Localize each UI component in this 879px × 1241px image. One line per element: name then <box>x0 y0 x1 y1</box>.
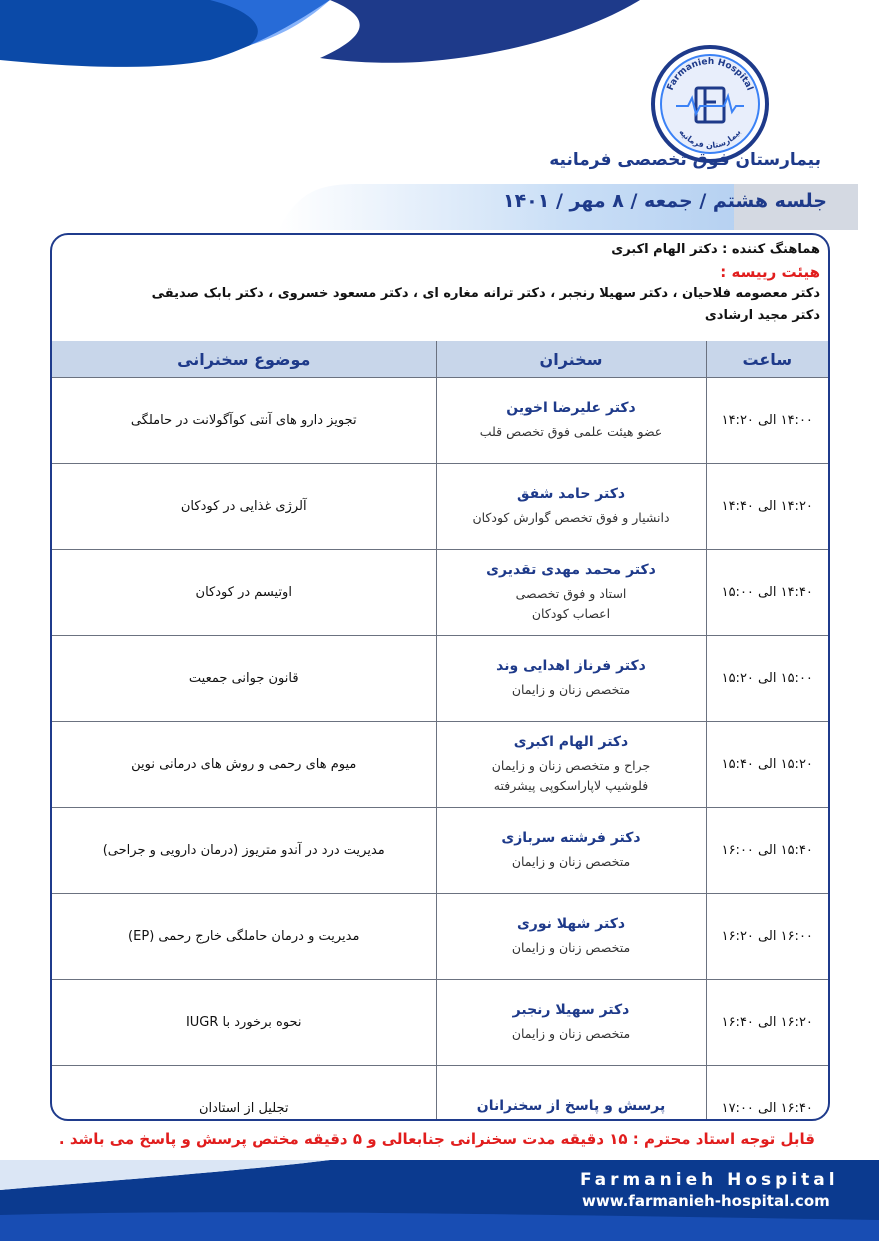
session-time: ۱۵:۲۰ الی ۱۵:۴۰ <box>706 722 828 808</box>
session-time: ۱۴:۲۰ الی ۱۴:۴۰ <box>706 464 828 550</box>
notice-text: قابل توجه استاد محترم : ۱۵ دقیقه مدت سخنرانی جنابعالی و ۵ دقیقه مختص پرسش و پاسخ می باشد . <box>58 1130 815 1148</box>
table-row <box>52 378 828 464</box>
speaker-title: اعصاب کودکان <box>531 605 611 621</box>
speaker-title: دانشیار و فوق تخصص گوارش کودکان <box>472 509 670 525</box>
lecture-topic: قانون جوانی جمعیت <box>52 636 436 722</box>
speaker-cell <box>436 464 706 550</box>
lecture-topic: مدیریت درد در آندو متریوز (درمان دارویی و جراحی) <box>52 808 436 894</box>
footer-hospital-name: Farmanieh Hospital <box>580 1170 839 1190</box>
speaker-title: فلوشیپ لاپاراسکوپی پیشرفته <box>493 777 649 793</box>
speaker-title: متخصص زنان و زایمان <box>511 939 631 955</box>
hospital-logo <box>650 44 770 164</box>
speaker-title: متخصص زنان و زایمان <box>511 681 631 697</box>
speaker-cell <box>436 1066 706 1122</box>
board-members-line-1: دکتر معصومه فلاحیان ، دکتر سهیلا رنجبر ، دکتر ترانه مغاره ای ، دکتر مسعود خسروی ، دکتر بابک صدیقی <box>151 286 820 301</box>
speaker-name: دکتر فرناز اهدایی وند <box>496 657 646 674</box>
table-row <box>52 894 828 980</box>
session-time: ۱۶:۲۰ الی ۱۶:۴۰ <box>706 980 828 1066</box>
table-row <box>52 464 828 550</box>
lecture-topic: نحوه برخورد با IUGR <box>52 980 436 1066</box>
logo-text-en: Farmanieh Hospital <box>665 56 755 93</box>
lecture-topic: آلرژی غذایی در کودکان <box>52 464 436 550</box>
session-time: ۱۵:۰۰ الی ۱۵:۲۰ <box>706 636 828 722</box>
speaker-name: دکتر شهلا نوری <box>516 915 626 932</box>
lecture-topic: تجلیل از استادان <box>52 1066 436 1122</box>
speaker-cell <box>436 378 706 464</box>
header-time: ساعت <box>706 341 828 378</box>
speaker-name: دکتر حامد شفق <box>516 485 626 502</box>
coordinator: هماهنگ کننده : دکتر الهام اکبری <box>611 242 820 257</box>
speaker-name: دکتر فرشته سربازی <box>501 829 641 846</box>
table-row <box>52 1066 828 1122</box>
speaker-name: دکتر سهیلا رنجبر <box>512 1001 630 1018</box>
table-row <box>52 980 828 1066</box>
board-members-line-2: دکتر مجید ارشادی <box>704 308 820 323</box>
footer-website-link[interactable]: www.farmanieh-hospital.com <box>582 1192 830 1210</box>
speaker-cell <box>436 894 706 980</box>
info-section <box>60 239 820 327</box>
session-time: ۱۴:۰۰ الی ۱۴:۲۰ <box>706 378 828 464</box>
lecture-topic: میوم های رحمی و روش های درمانی نوین <box>52 722 436 808</box>
session-title: جلسه هشتم / جمعه / ۸ مهر / ۱۴۰۱ <box>502 190 827 212</box>
speaker-title: عضو هیئت علمی فوق تخصص قلب <box>479 423 663 439</box>
speaker-title: متخصص زنان و زایمان <box>511 1025 631 1041</box>
lecture-topic: اوتیسم در کودکان <box>52 550 436 636</box>
program-box <box>50 233 830 1121</box>
hospital-name: بیمارستان فوق تخصصی فرمانیه <box>549 150 821 170</box>
table-row <box>52 550 828 636</box>
session-time: ۱۵:۴۰ الی ۱۶:۰۰ <box>706 808 828 894</box>
speaker-name: دکتر علیرضا اخوین <box>506 399 636 416</box>
speaker-cell <box>436 722 706 808</box>
logo-text-fa: بیمارستان فرمانیه <box>677 127 743 151</box>
session-time: ۱۶:۰۰ الی ۱۶:۲۰ <box>706 894 828 980</box>
session-time: ۱۶:۴۰ الی ۱۷:۰۰ <box>706 1066 828 1122</box>
speaker-cell <box>436 636 706 722</box>
table-row <box>52 722 828 808</box>
table-row <box>52 808 828 894</box>
speaker-title: جراح و متخصص زنان و زایمان <box>491 757 651 773</box>
session-time: ۱۴:۴۰ الی ۱۵:۰۰ <box>706 550 828 636</box>
speaker-name: پرسش و پاسخ از سخنرانان <box>476 1097 666 1114</box>
table-row <box>52 636 828 722</box>
schedule-table <box>52 341 828 1121</box>
speaker-cell <box>436 808 706 894</box>
lecture-topic: تجویز دارو های آنتی کوآگولانت در حاملگی <box>52 378 436 464</box>
speaker-cell <box>436 980 706 1066</box>
speaker-cell <box>436 550 706 636</box>
header-topic: موضوع سخنرانی <box>52 341 436 378</box>
speaker-title: استاد و فوق تخصصی <box>515 585 627 601</box>
board-label: هیئت رییسه : <box>720 263 820 281</box>
speaker-title: متخصص زنان و زایمان <box>511 853 631 869</box>
speaker-name: دکتر محمد مهدی تقدیری <box>486 561 656 578</box>
table-header-row <box>52 341 828 378</box>
header-speaker: سخنران <box>436 341 706 378</box>
speaker-name: دکتر الهام اکبری <box>513 733 629 750</box>
lecture-topic: مدیریت و درمان حاملگی خارج رحمی (EP) <box>52 894 436 980</box>
